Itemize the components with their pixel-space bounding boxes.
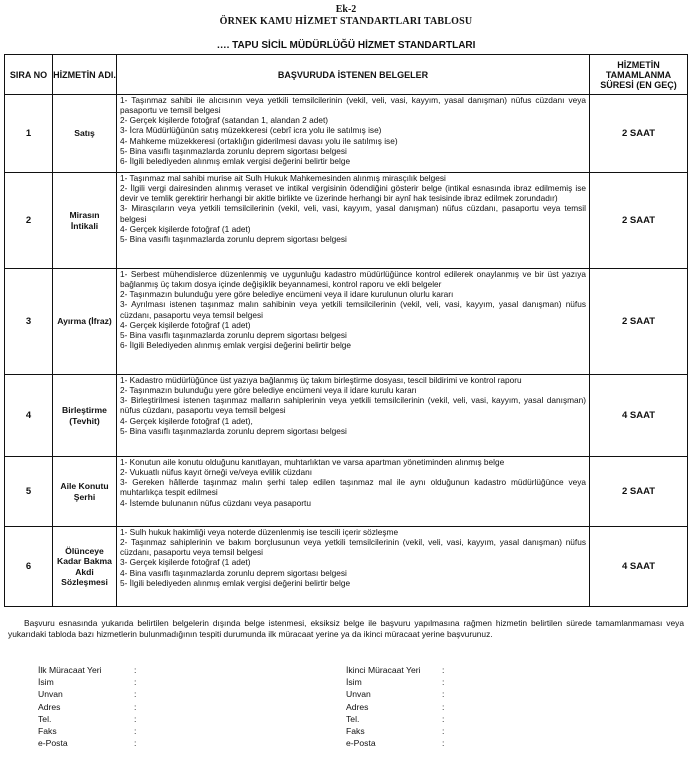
document-item: 1- Sulh hukuk hakimliği veya noterde düzenlenmiş ise tescili içerir sözleşme — [120, 527, 399, 537]
contact-field-row — [346, 737, 456, 749]
contact-field-label: Faks — [346, 726, 365, 737]
document-item: 2- Taşınmaz sahiplerinin ve bakım borçlusunun veya yetkili temsilcilerinin (vekil, veli, vasi, kayyım, yasal danışman) nüfus cüzdanı, pasaportu veya temsil belgesi — [120, 537, 586, 558]
service-name: Ayırma (İfraz) — [53, 269, 117, 375]
first-contact-block: İlk Müracaat Yeri : İsim : Unvan : Adres : Tel. : Faks : e-Posta : — [38, 664, 148, 749]
required-documents — [117, 375, 590, 457]
document-item: 4- Gerçek kişilerde fotoğraf (1 adet), — [120, 415, 253, 426]
contact-field-label: Tel. — [38, 713, 52, 724]
contact-field-label: Adres — [38, 701, 61, 712]
contact-field-colon: : — [442, 701, 445, 712]
table-row — [5, 375, 688, 457]
required-documents — [117, 457, 590, 527]
document-title: ÖRNEK KAMU HİZMET STANDARTLARI TABLOSU — [219, 16, 473, 27]
required-documents — [117, 173, 590, 269]
header-no: SIRA NO — [5, 55, 53, 95]
document-item: 5- Bina vasıflı taşınmazlarda zorunlu deprem sigortası belgesi — [120, 329, 347, 340]
document-item: 3- Birleştirilmesi istenen taşınmaz malların sahiplerinin veya yetkili temsilcilerinin (vekil, veli, vasi, kayyım, yasal danışman) nüfus cüzdanı, pasaportu veya temsil belgesi — [120, 395, 586, 416]
row-number: 1 — [5, 95, 53, 173]
service-name: Satış — [53, 95, 117, 173]
contact-field-row — [346, 676, 456, 688]
document-item: 2- Vukuatlı nüfus kayıt örneği ve/veya evlilik cüzdanı — [120, 467, 313, 478]
document-item: 3- Mirasçıların veya yetkili temsilcilerinin (vekil, veli, vasi, kayyım, yasal danışman) nüfus cüzdanı, pasaportu veya temsil belgesi — [120, 203, 586, 224]
completion-time: 4 SAAT — [590, 527, 688, 607]
contact-field-label: İsim — [38, 677, 54, 688]
contact-field-row — [346, 701, 456, 713]
document-item: 1- Konutun aile konutu olduğunu kanıtlayan, muhtarlıktan ve varsa apartman yönetiminden alınmış belge — [120, 457, 505, 467]
annex-label: Ek-2 — [335, 4, 357, 15]
table-header-row — [5, 55, 688, 95]
table-row — [5, 457, 688, 527]
document-item: 4- Bina vasıflı taşınmazlarda zorunlu deprem sigortası belgesi — [120, 567, 347, 578]
contact-field-row — [38, 737, 148, 749]
table-row — [5, 173, 688, 269]
service-standards-table — [4, 54, 688, 607]
table-row — [5, 269, 688, 375]
document-item: 3- İcra Müdürlüğünün satış müzekkeresi (cebrî icra yolu ile satılmış ise) — [120, 125, 382, 136]
second-contact-block: İkinci Müracaat Yeri : İsim : Unvan : Adres : Tel. : Faks : e-Posta : — [346, 664, 456, 749]
document-item: 1- Serbest mühendislerce düzenlenmiş ve uygunluğu kadastro müdürlüğünce kontrol edilerek onaylanmış ve bir üst yazıya bağlanmış üç takım dosya içinde değişiklik beyannamesi, kontrol raporu ve ekli belgeler — [120, 269, 586, 290]
document-item: 5- Bina vasıflı taşınmazlarda zorunlu deprem sigortası belgesi — [120, 233, 347, 244]
document-item: 5- Bina vasıflı taşınmazlarda zorunlu deprem sigortası belgesi — [120, 425, 347, 436]
application-note: Başvuru esnasında yukarıda belirtilen belgelerin dışında belge istenmesi, eksiksiz belge ile başvuru yapılmasına rağmen hizmetin belirtilen sürede tamamlanmaması veya yukarıdaki tabloda bazı hizmetlerin bulunmadığının tespiti durumunda ilk müracaat yerine ya da ikinci müracaat yerine başvurunuz. — [8, 618, 684, 639]
contact-field-colon: : — [442, 738, 445, 749]
contact-field-colon: : — [442, 689, 445, 700]
contact-field-colon: : — [134, 677, 137, 688]
contact-field-label: e-Posta — [38, 738, 68, 749]
document-item: 6- İlgili Belediyeden alınmış emlak vergisi değerini belirtir belge — [120, 340, 352, 351]
contact-field-label: İsim — [346, 677, 362, 688]
contact-field-colon: : — [442, 677, 445, 688]
contact-field-row — [38, 676, 148, 688]
first-contact-title: İlk Müracaat Yeri — [38, 665, 102, 675]
row-number: 2 — [5, 173, 53, 269]
contact-field-label: Unvan — [38, 689, 63, 700]
contact-field-row — [38, 701, 148, 713]
required-documents — [117, 95, 590, 173]
contact-field-label: Tel. — [346, 713, 360, 724]
document-item: 6- İlgili belediyeden alınmış emlak vergisi değerini belirtir belge — [120, 155, 351, 166]
document-item: 4- Gerçek kişilerde fotoğraf (1 adet) — [120, 223, 251, 234]
completion-time: 4 SAAT — [590, 375, 688, 457]
document-subtitle: …. TAPU SİCİL MÜDÜRLÜĞÜ HİZMET STANDARTLARI — [216, 40, 476, 51]
contact-field-colon: : — [134, 689, 137, 700]
service-name: Mirasın İntikali — [53, 173, 117, 269]
contact-field-label: Unvan — [346, 689, 371, 700]
document-item: 4- Mahkeme müzekkeresi (ortaklığın giderilmesi davası yolu ile satılmış ise) — [120, 135, 398, 146]
table-row — [5, 95, 688, 173]
document-item: 4- Gerçek kişilerde fotoğraf (1 adet) — [120, 319, 251, 330]
document-item: 3- Gerçek kişilerde fotoğraf (1 adet) — [120, 557, 251, 568]
row-number: 6 — [5, 527, 53, 607]
document-item: 5- Bina vasıflı taşınmazlarda zorunlu deprem sigortası belgesi — [120, 145, 347, 156]
header-time: HİZMETİN TAMAMLANMA SÜRESİ (EN GEÇ) — [590, 55, 688, 95]
completion-time: 2 SAAT — [590, 173, 688, 269]
document-item: 2- Gerçek kişilerde fotoğraf (satandan 1, alandan 2 adet) — [120, 115, 329, 126]
document-item: 2- Taşınmazın bulunduğu yere göre belediye encümeni veya il idare kurulu kararı — [120, 385, 417, 396]
service-name: Birleştirme (Tevhit) — [53, 375, 117, 457]
contact-field-row — [38, 713, 148, 725]
second-contact-title: İkinci Müracaat Yeri — [346, 665, 421, 675]
service-name: Aile Konutu Şerhi — [53, 457, 117, 527]
completion-time: 2 SAAT — [590, 269, 688, 375]
document-item: 5- İlgili belediyeden alınmış emlak vergisi değerini belirtir belge — [120, 577, 351, 588]
required-documents — [117, 527, 590, 607]
contact-field-label: Adres — [346, 701, 369, 712]
header-docs: BAŞVURUDA İSTENEN BELGELER — [117, 55, 590, 95]
document-item: 2- Taşınmazın bulunduğu yere göre belediye encümeni veya il idare kurulunun olurlu kararı — [120, 289, 454, 300]
document-item: 3- Gereken hâllerde taşınmaz malın şerhi talep edilen taşınmaz mal ile aynı olduğunun kadastro müdürlüğünce veya muhtarlıkça tespit edilmesi — [120, 477, 586, 498]
required-documents — [117, 269, 590, 375]
contact-field-row — [38, 725, 148, 737]
contact-field-label: Faks — [38, 726, 57, 737]
header-name: HİZMETİN ADI. — [53, 55, 117, 95]
contact-field-colon: : — [134, 701, 137, 712]
contact-field-row — [38, 688, 148, 700]
row-number: 3 — [5, 269, 53, 375]
contact-field-colon: : — [134, 738, 137, 749]
document-item: 4- İstemde bulunanın nüfus cüzdanı veya pasaportu — [120, 497, 311, 508]
row-number: 4 — [5, 375, 53, 457]
contact-field-colon: : — [134, 713, 137, 724]
document-item: 3- Ayrılması istenen taşınmaz malın sahibinin veya yetkili temsilcilerinin (vekil, veli, vasi, kayyım, yasal danışman) nüfus cüzdanı, pasaportu veya temsil belgesi — [120, 299, 586, 320]
row-number: 5 — [5, 457, 53, 527]
service-name: Ölünceye Kadar Bakma Akdi Sözleşmesi — [53, 527, 117, 607]
contact-field-row — [346, 725, 456, 737]
contact-field-colon: : — [442, 713, 445, 724]
completion-time: 2 SAAT — [590, 95, 688, 173]
table-row — [5, 527, 688, 607]
completion-time: 2 SAAT — [590, 457, 688, 527]
contact-field-colon: : — [442, 726, 445, 737]
contact-field-colon: : — [134, 726, 137, 737]
document-item: 1- Taşınmaz mal sahibi murise ait Sulh Hukuk Mahkemesinden alınmış mirasçılık belgesi — [120, 173, 446, 183]
contact-field-label: e-Posta — [346, 738, 376, 749]
document-item: 2- İlgili vergi dairesinden alınmış veraset ve intikal vergisinin ödendiğini gösterir belge (intikal esnasında ibraz edilmemiş ise devir ve temlik gerektirir herhangi bir akitle birlikte ve üzerinde herhangi bir aynî hak tesisinde ibraz edilmek zorundadır) — [120, 183, 586, 204]
document-item: 1- Taşınmaz sahibi ile alıcısının veya yetkili temsilcilerinin (vekil, veli, vasi, kayyım, yasal danışman) nüfus cüzdanı veya pasaportu ve temsil belgesi — [120, 95, 586, 116]
contact-field-row — [346, 688, 456, 700]
contact-field-row — [346, 713, 456, 725]
document-item: 1- Kadastro müdürlüğünce üst yazıya bağlanmış üç takım birleştirme dosyası, tescil bildirimi ve kontrol raporu — [120, 375, 522, 385]
